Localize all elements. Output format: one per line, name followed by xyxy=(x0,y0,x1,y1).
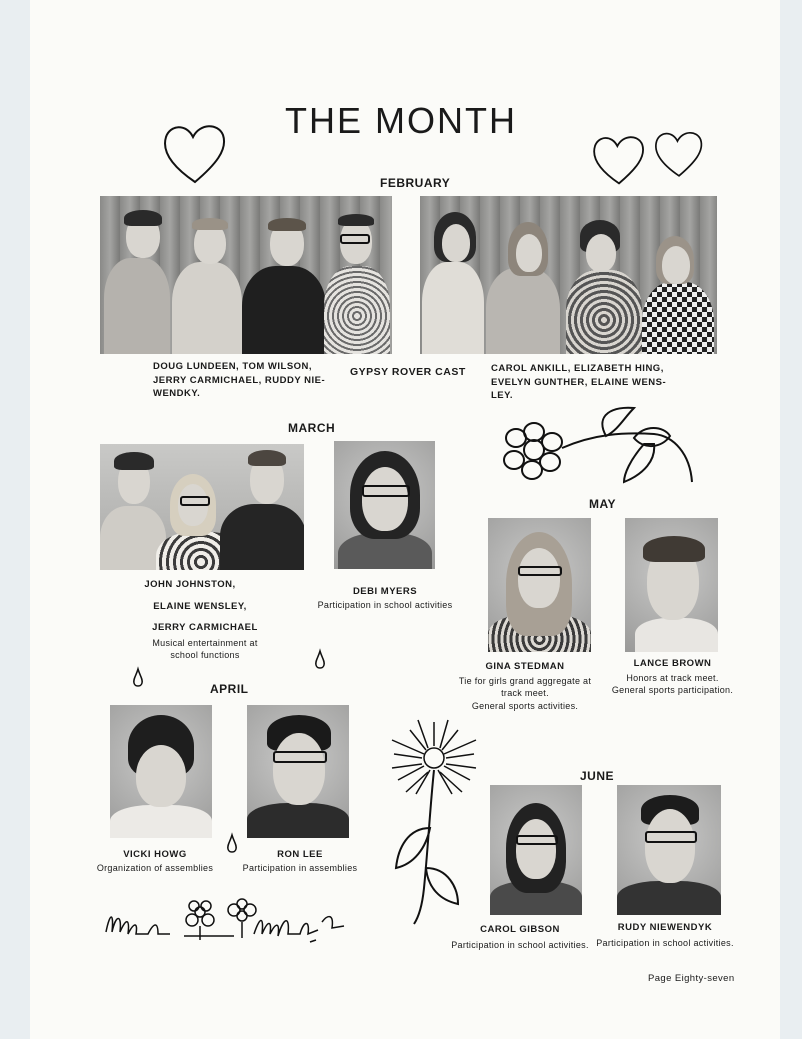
month-heading-may: MAY xyxy=(589,497,617,511)
handwritten-signature-doodle xyxy=(104,892,352,946)
caption-vicki-howg: VICKI HOWG Organization of assemblies xyxy=(96,849,214,873)
photo-carol-gibson xyxy=(490,785,582,915)
photo-february-girls xyxy=(420,196,717,354)
heart-doodle-right-1 xyxy=(590,132,648,190)
flower-doodle-may xyxy=(494,404,698,488)
teardrop-doodle-1 xyxy=(132,668,144,688)
photo-vicki-howg xyxy=(110,705,212,838)
caption-february-girls: CAROL ANKILL, ELIZABETH HING, EVELYN GUNTHER, ELAINE WENS- LEY. xyxy=(491,363,667,401)
caption-rudy-niewendyk: RUDY NIEWENDYK Participation in school activities. xyxy=(596,922,734,948)
photo-march-group xyxy=(100,444,304,570)
month-heading-march: MARCH xyxy=(288,421,336,435)
page-number: Page Eighty-seven xyxy=(648,973,735,984)
photo-ron-lee xyxy=(247,705,349,838)
caption-ron-lee: RON LEE Participation in assemblies xyxy=(242,849,358,873)
caption-debi-myers: DEBI MYERS Participation in school activities xyxy=(317,586,453,610)
photo-february-boys xyxy=(100,196,392,354)
photo-lance-brown xyxy=(625,518,718,652)
caption-march-group: JOHN JOHNSTON, ELAINE WENSLEY, JERRY CARMICHAEL Musical entertainment at school functions xyxy=(144,579,258,660)
caption-february-boys: DOUG LUNDEEN, TOM WILSON, JERRY CARMICHAEL, RUDDY NIE- WENDKY. xyxy=(153,361,326,399)
photo-rudy-niewendyk xyxy=(617,785,721,915)
heart-doodle-left xyxy=(160,120,230,190)
photo-debi-myers xyxy=(334,441,435,569)
month-heading-april: APRIL xyxy=(210,682,249,696)
month-heading-february: FEBRUARY xyxy=(380,176,451,190)
caption-lance-brown: LANCE BROWN Honors at track meet. General sports participation. xyxy=(611,658,734,695)
caption-carol-gibson: CAROL GIBSON Participation in school activities. xyxy=(451,924,589,950)
caption-gypsy-rover-cast: GYPSY ROVER CAST xyxy=(350,366,466,378)
month-heading-june: JUNE xyxy=(580,769,615,783)
caption-gina-stedman: GINA STEDMAN Tie for girls grand aggregate at track meet. General sports activities. xyxy=(458,661,592,711)
heart-doodle-right-2 xyxy=(652,128,706,182)
photo-gina-stedman xyxy=(488,518,591,652)
tall-flower-doodle xyxy=(388,718,480,928)
teardrop-doodle-2 xyxy=(314,650,326,670)
page-title: THE MONTH xyxy=(285,100,517,141)
